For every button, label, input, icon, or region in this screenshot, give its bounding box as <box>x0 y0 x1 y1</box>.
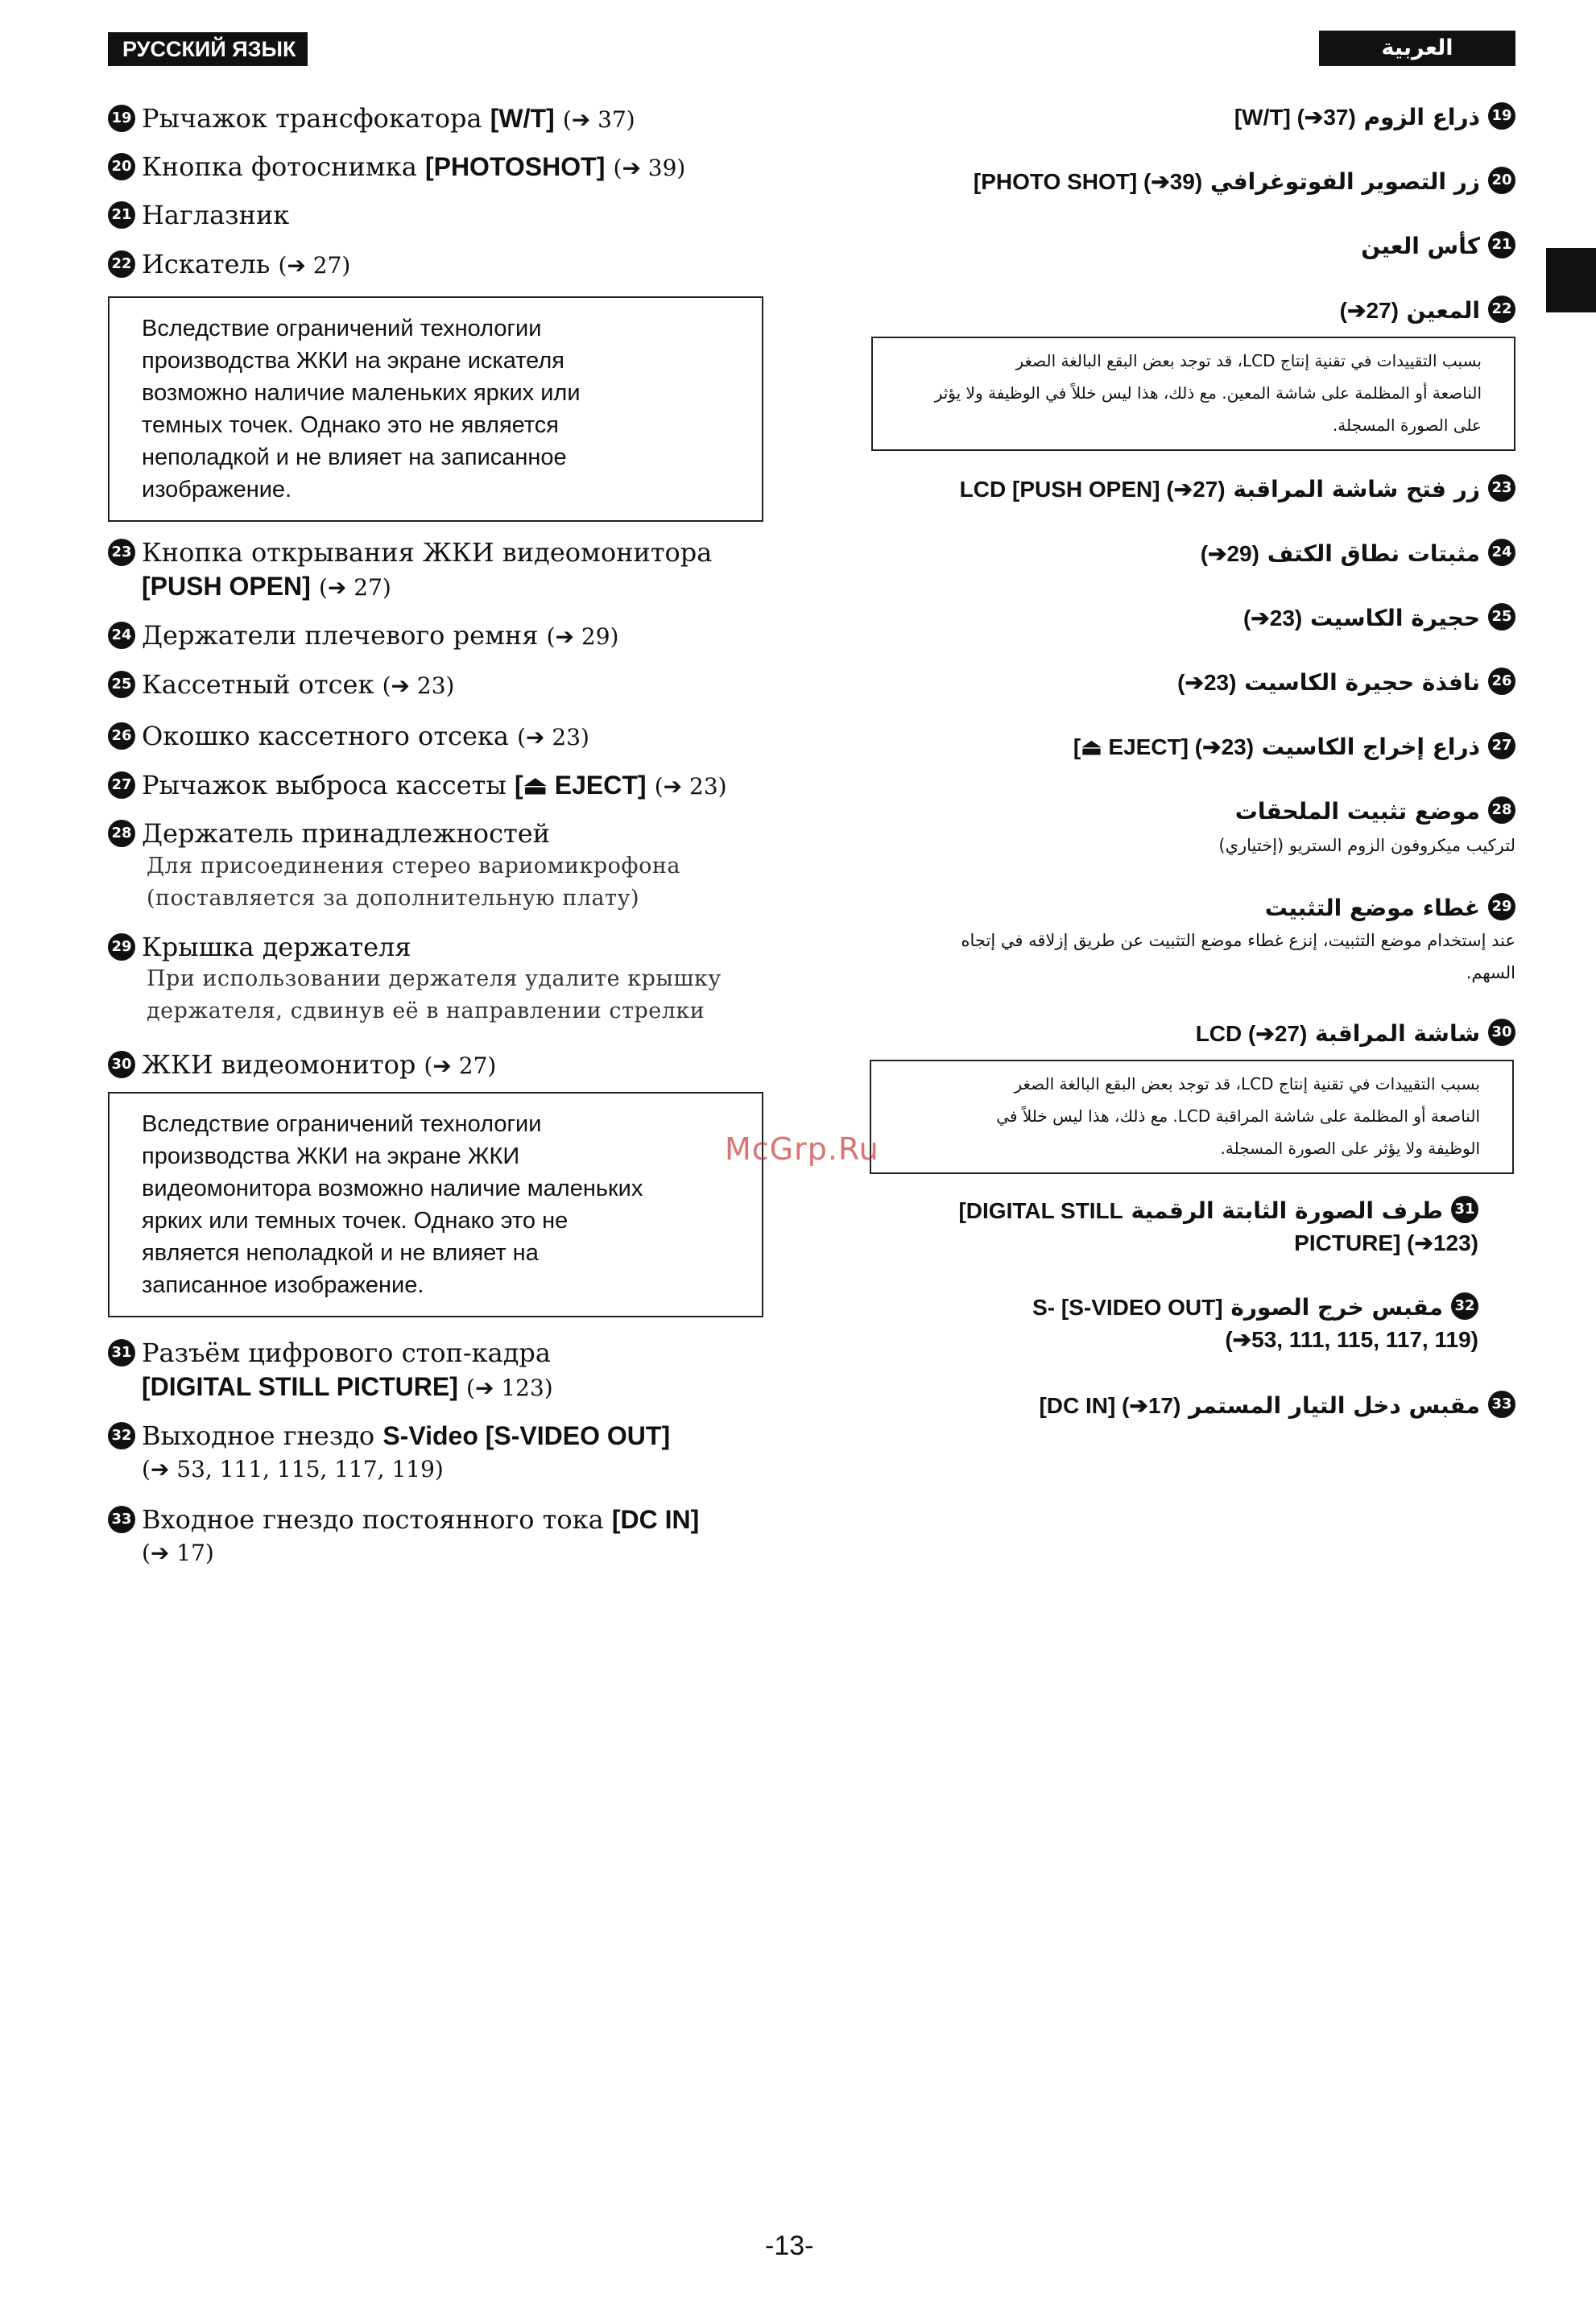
language-tag-russian: РУССКИЙ ЯЗЫК <box>108 32 308 66</box>
ru-viewfinder-notice: Вследствие ограничений технологии производства ЖКИ на экране искателя возможно наличие маленьких ярких или темных точек. Однако это не является неполадкой и не влияет на записанное изображение. <box>108 296 763 522</box>
item-number-badge: 29 <box>108 933 135 961</box>
ar-item-30: 30شاشة المراقبة LCD (➔27) <box>903 1018 1515 1050</box>
ru-item-33: 33 Входное гнездо постоянного тока [DC IN] (➔ 17) <box>108 1503 776 1570</box>
item-number-badge: 22 <box>108 250 135 278</box>
ru-item-26: 26 Окошко кассетного отсека (➔ 23) <box>108 719 776 755</box>
item-number-badge: 21 <box>108 201 135 229</box>
item-number-badge: 26 <box>108 722 135 750</box>
item-number-badge: 21 <box>1488 231 1515 258</box>
item-number-badge: 30 <box>1488 1019 1515 1046</box>
item-number-badge: 25 <box>108 671 135 698</box>
ru-item-27: 27 Рычажок выброса кассеты [⏏ EJECT] (➔ 23) <box>108 768 776 804</box>
ar-item-32: 32مقبس خرج الصورة S- [S-VIDEO OUT] (➔53, 111, 115, 117, 119) <box>1032 1294 1478 1352</box>
item-number-badge: 24 <box>1488 539 1515 566</box>
ru-item-24: 24 Держатели плечевого ремня (➔ 29) <box>108 618 776 654</box>
ar-item-21: 21كأس العين <box>903 230 1515 263</box>
item-number-badge: 30 <box>108 1051 135 1078</box>
item-number-badge: 19 <box>1488 102 1515 130</box>
item-number-badge: 28 <box>108 820 135 847</box>
item-number-badge: 22 <box>1488 296 1515 323</box>
item-number-badge: 25 <box>1488 603 1515 631</box>
ar-item-24: 24مثبتات نطاق الكتف (➔29) <box>903 538 1515 570</box>
ar-item-31: 31طرف الصورة الثابتة الرقمية [DIGITAL STILL PICTURE] (➔123) <box>958 1197 1478 1255</box>
item-number-badge: 32 <box>108 1422 135 1449</box>
item-number-badge: 20 <box>108 153 135 180</box>
ar-item-29: 29غطاء موضع التثبيت <box>903 892 1515 924</box>
item-number-badge: 23 <box>1488 474 1515 502</box>
language-tag-arabic: العربية <box>1319 31 1515 66</box>
ru-item-25: 25 Кассетный отсек (➔ 23) <box>108 668 776 703</box>
item-number-badge: 19 <box>108 105 135 132</box>
ar-lcd-monitor-notice: بسبب التقييدات في تقنية إنتاج LCD، قد توجد بعض البقع البالغة الصغر الناصعة أو المظلمة على شاشة المراقبة LCD. مع ذلك، هذا ليس خللاً في الوظيفة ولا يؤثر على الصورة المسجلة. <box>870 1060 1514 1174</box>
ru-item-30: 30 ЖКИ видеомонитор (➔ 27) <box>108 1048 776 1083</box>
item-number-badge: 27 <box>108 771 135 799</box>
item-number-badge: 28 <box>1488 796 1515 824</box>
ru-item-28: 28 Держатель принадлежностей <box>108 817 776 850</box>
ru-item-21: 21 Наглазник <box>108 198 776 232</box>
item-number-badge: 29 <box>1488 893 1515 920</box>
ru-item-29: 29 Крышка держателя <box>108 930 776 964</box>
ar-viewfinder-notice: بسبب التقييدات في تقنية إنتاج LCD، قد توجد بعض البقع البالغة الصغر الناصعة أو المظلمة على شاشة المعين. مع ذلك، هذا ليس خللاً في الوظيفة ولا يؤثر على الصورة المسجلة. <box>871 337 1515 451</box>
item-number-badge: 33 <box>1488 1391 1515 1418</box>
ar-item-19: 19ذراع الزوم [W/T] (➔37) <box>903 101 1515 134</box>
section-tab-marker <box>1546 248 1596 312</box>
item-number-badge: 27 <box>1488 732 1515 759</box>
item-number-badge: 32 <box>1451 1292 1478 1320</box>
ru-lcd-monitor-notice: Вследствие ограничений технологии производства ЖКИ на экране ЖКИ видеомонитора возможно наличие маленьких ярких или темных точек. Однако это не является неполадкой и не влияет на записанное изображение. <box>108 1092 763 1317</box>
item-number-badge: 31 <box>108 1339 135 1367</box>
ar-item-26: 26نافذة حجيرة الكاسيت (➔23) <box>903 667 1515 699</box>
ar-item-29-note: عند إستخدام موضع التثبيت، إنزع غطاء موضع التثبيت عن طريق إزلاقه في إتجاه السهم. <box>961 931 1515 982</box>
ru-item-32: 32 Выходное гнездо S-Video [S-VIDEO OUT] (➔ 53, 111, 115, 117, 119) <box>108 1419 776 1486</box>
item-number-badge: 24 <box>108 622 135 649</box>
ru-item-29-note: При использовании держателя удалите крышку держателя, сдвинув её в направлении стрелки <box>147 966 722 1023</box>
ar-item-28-note: لتركيب ميكروفون الزوم الستريو (إختياري) <box>1218 836 1515 855</box>
page-number: -13- <box>765 2231 814 2261</box>
ru-item-20: 20 Кнопка фотоснимка [PHOTOSHOT] (➔ 39) <box>108 150 776 185</box>
ru-item-28-note: Для присоединения стерео вариомикрофона (поставляется за дополнительную плату) <box>147 854 680 911</box>
ru-item-31: 31 Разъём цифрового стоп-кадра [DIGITAL STILL PICTURE] (➔ 123) <box>108 1336 776 1405</box>
ru-item-23: 23 Кнопка открывания ЖКИ видеомонитора [PUSH OPEN] (➔ 27) <box>108 535 776 605</box>
item-number-badge: 23 <box>108 539 135 566</box>
ru-item-19: 19 Рычажок трансфокатора [W/T] (➔ 37) <box>108 101 776 137</box>
ar-item-25: 25حجيرة الكاسيت (➔23) <box>903 602 1515 635</box>
item-number-badge: 33 <box>108 1506 135 1533</box>
item-number-badge: 31 <box>1451 1196 1478 1223</box>
ar-item-20: 20زر التصوير الفوتوغرافي [PHOTO SHOT] (➔39) <box>903 166 1515 198</box>
ar-item-33: 33مقبس دخل التيار المستمر [DC IN] (➔17) <box>903 1390 1515 1422</box>
ar-item-27: 27ذراع إخراج الكاسيت [⏏ EJECT] (➔23) <box>903 731 1515 763</box>
watermark-text: McGrp.Ru <box>725 1131 879 1167</box>
ar-item-22: 22المعين (➔27) <box>903 295 1515 327</box>
ar-item-23: 23زر فتح شاشة المراقبة LCD [PUSH OPEN] (➔27) <box>903 473 1515 506</box>
ru-item-22: 22 Искатель (➔ 27) <box>108 247 776 283</box>
item-number-badge: 20 <box>1488 167 1515 194</box>
ar-item-28: 28موضع تثبيت الملحقات <box>903 796 1515 828</box>
item-number-badge: 26 <box>1488 668 1515 695</box>
